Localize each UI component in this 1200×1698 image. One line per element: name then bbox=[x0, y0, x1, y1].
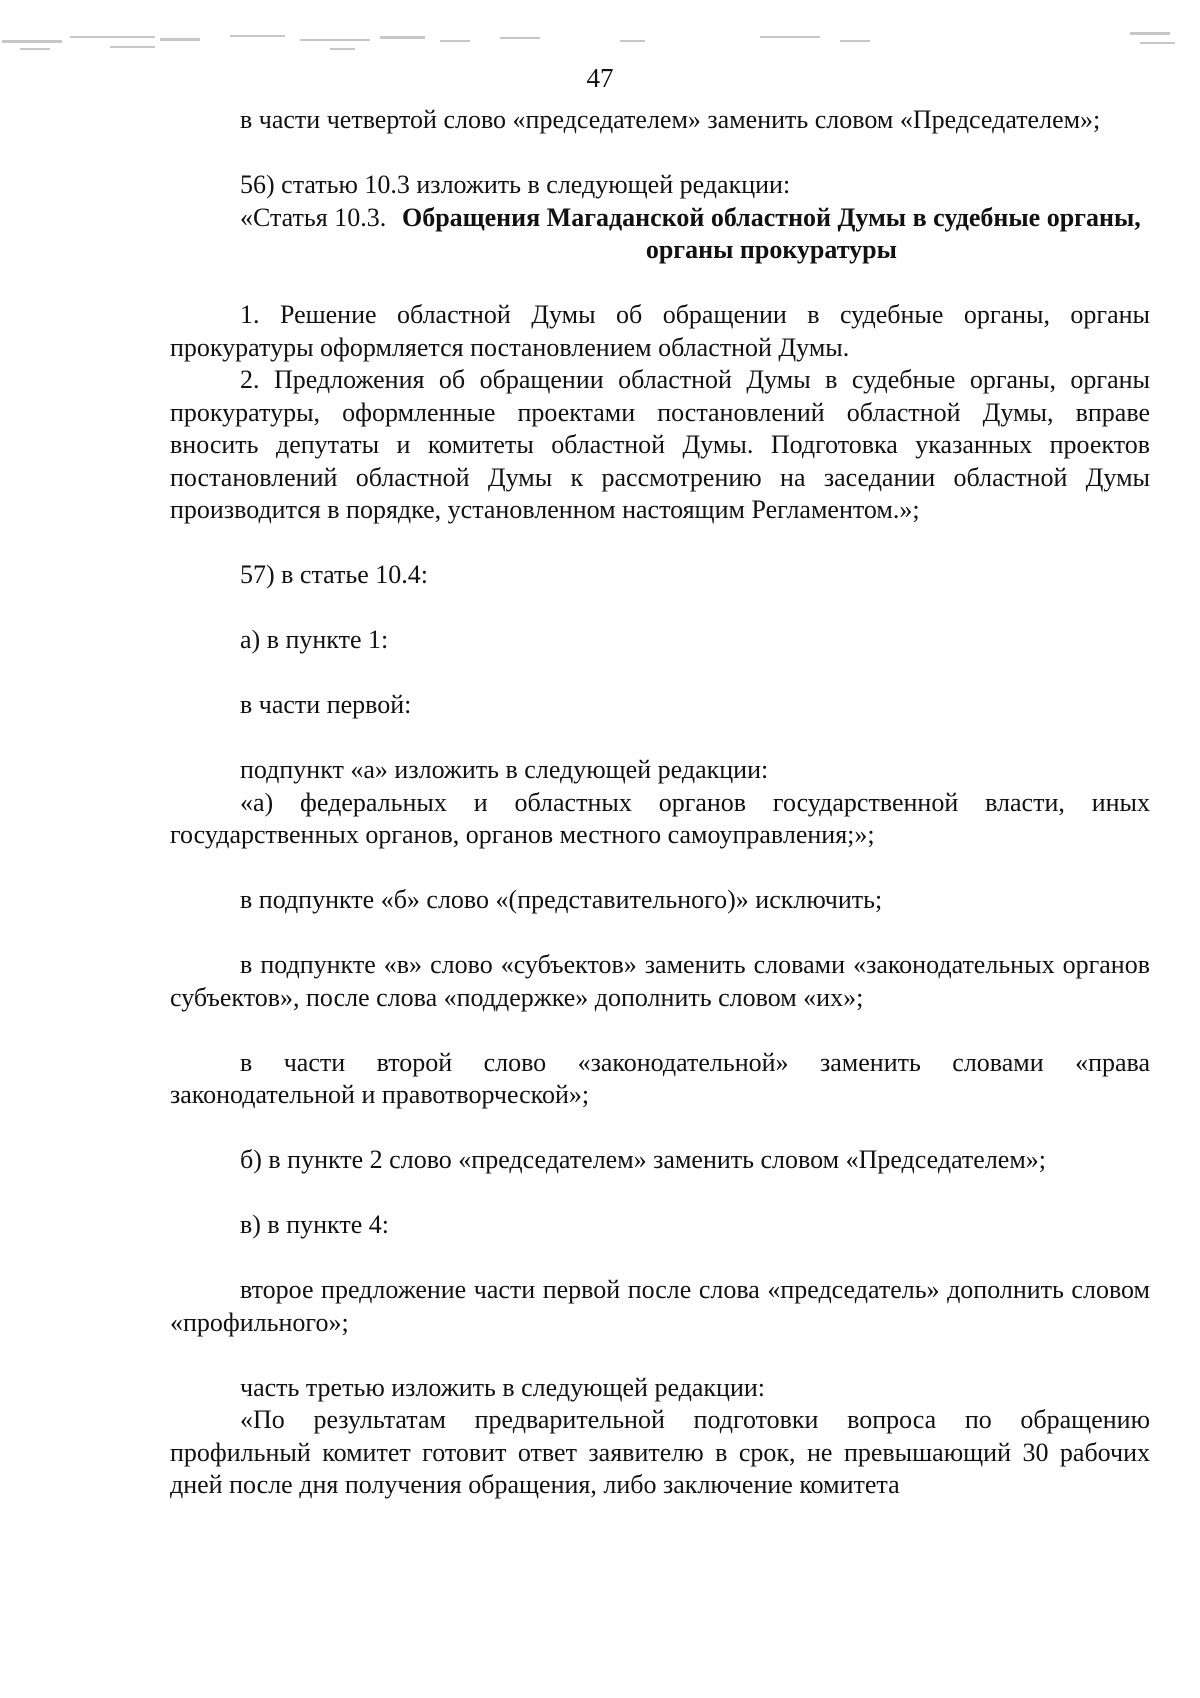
document-body bbox=[170, 104, 1150, 1502]
paragraph: «По результатам предварительной подготовки вопроса по обращению профильный комитет готовит ответ заявителю в срок, не превышающий 30 рабочих дней после дня получения обращения, либо заключение комитета bbox=[170, 1405, 1150, 1499]
paragraph: в части второй слово «законодательной» заменить словами «права законодательной и правотворческой»; bbox=[170, 1047, 1150, 1109]
paragraph: подпункт «а» изложить в следующей редакции: bbox=[240, 755, 769, 784]
paragraph: «а) федеральных и областных органов государственной власти, иных государственных органов, органов местного самоуправления;»; bbox=[170, 787, 1150, 849]
paragraph: второе предложение части первой после слова «председатель» дополнить словом «профильного»; bbox=[170, 1275, 1150, 1337]
article-title: Обращения Магаданской областной Думы в судебные органы, органы прокуратуры bbox=[401, 202, 1141, 264]
paragraph: в части первой: bbox=[240, 690, 412, 719]
scan-noise-strip bbox=[0, 18, 1200, 68]
paragraph: б) в пункте 2 слово «председателем» заменить словом «Председателем»; bbox=[240, 1145, 1047, 1174]
article-number: «Статья 10.3. bbox=[240, 202, 393, 232]
paragraph: 2. Предложения об обращении областной Думы в судебные органы, органы прокуратуры, оформленные проектами постановлений областной Думы, вправе вносить депутаты и комитеты областной Думы. Подготовка указанных проектов постановлений областной Думы к рассмотрению на заседании областной Думы производится в порядке, установленном настоящим Регламентом.»; bbox=[170, 365, 1150, 524]
paragraph: в подпункте «б» слово «(представительного)» исключить; bbox=[240, 885, 883, 914]
article-heading bbox=[170, 202, 1150, 267]
paragraph: в) в пункте 4: bbox=[240, 1210, 389, 1239]
page-number: 47 bbox=[586, 63, 614, 93]
paragraph: часть третью изложить в следующей редакции: bbox=[240, 1372, 766, 1402]
paragraph: в части четвертой слово «председателем» заменить словом «Председателем»; bbox=[240, 105, 1101, 134]
paragraph: 57) в статье 10.4: bbox=[240, 560, 429, 589]
paragraph: а) в пункте 1: bbox=[240, 625, 389, 654]
paragraph: в подпункте «в» слово «субъектов» заменить словами «законодательных органов субъектов», после слова «поддержке» дополнить словом «их»; bbox=[170, 950, 1150, 1012]
paragraph: 1. Решение областной Думы об обращении в судебные органы, органы прокуратуры оформляется постановлением областной Думы. bbox=[170, 300, 1150, 362]
paragraph: 56) статью 10.3 изложить в следующей редакции: bbox=[240, 170, 791, 199]
